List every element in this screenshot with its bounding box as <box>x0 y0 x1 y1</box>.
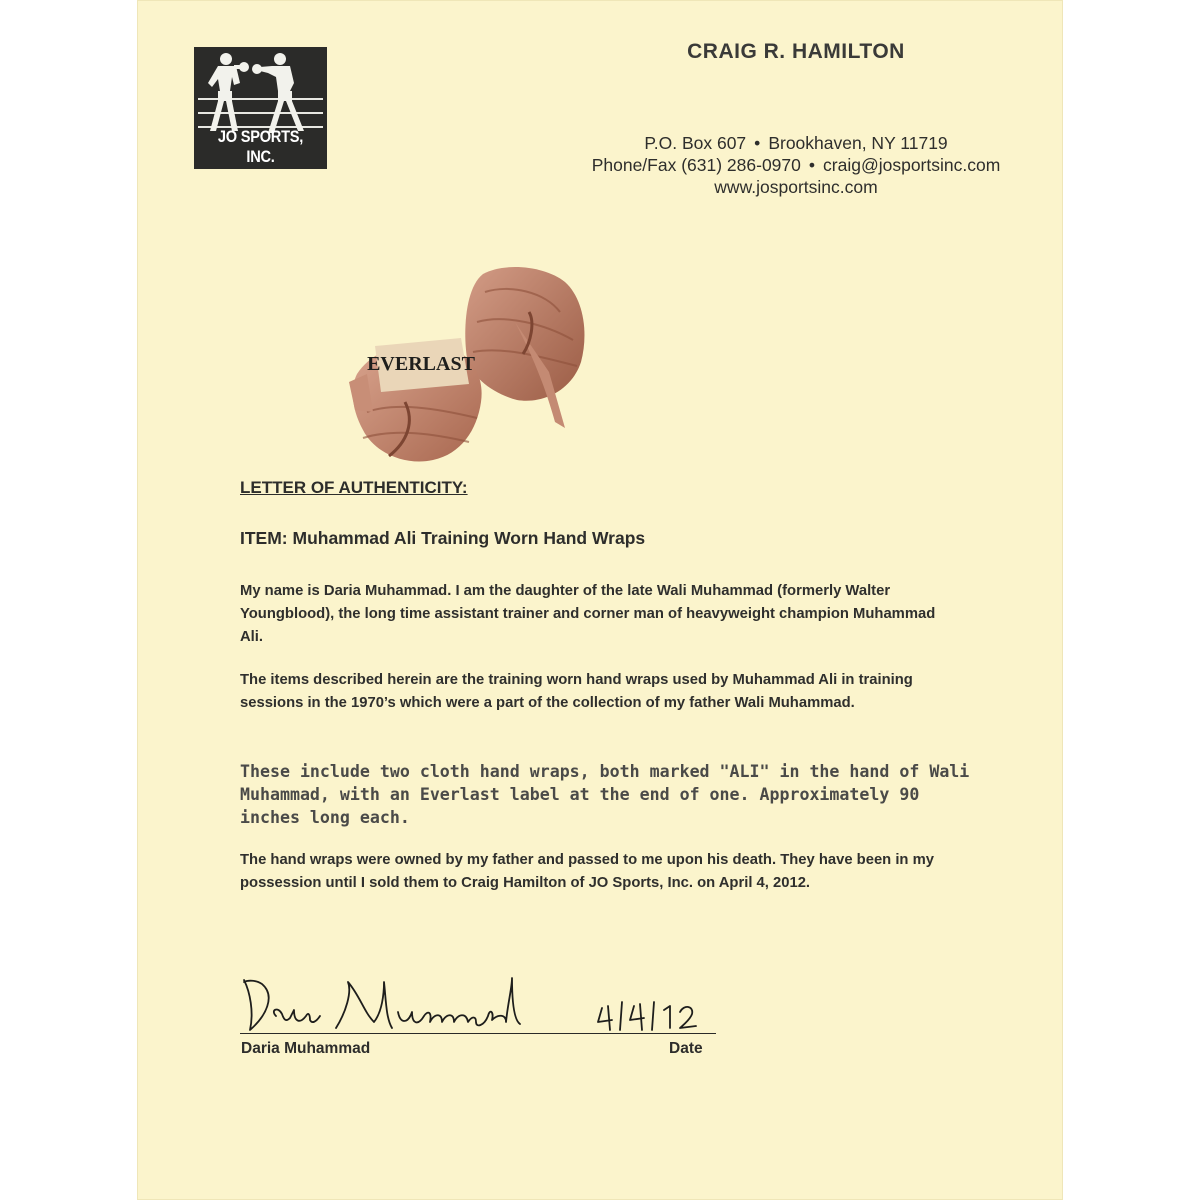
city-state-zip: Brookhaven, NY 11719 <box>768 133 948 153</box>
letter-title: LETTER OF AUTHENTICITY: <box>240 478 468 497</box>
company-logo <box>194 47 327 169</box>
hand-wrap-right <box>465 267 584 428</box>
handwritten-signature <box>236 972 716 1036</box>
separator-dot: • <box>808 155 816 175</box>
hand-wrap-left <box>349 338 482 462</box>
paragraph-ownership: The hand wraps were owned by my father and passed to me upon his death. They have been in my possession until I sold them to Craig Hamilton of JO Sports, Inc. on April 4, 2012. <box>240 852 934 891</box>
paragraph-introduction: My name is Daria Muhammad. I am the daughter of the late Wali Muhammad (formerly Walter Youngblood), the long time assistant trainer and corner man of heavyweight champion Muhammad Ali. <box>240 583 936 645</box>
letterhead-contact <box>546 155 1046 176</box>
item-description: ITEM: Muhammad Ali Training Worn Hand Wraps <box>240 528 646 548</box>
signature-name-label: Daria Muhammad <box>241 1040 371 1057</box>
email-link[interactable]: craig@josportsinc.com <box>823 155 1001 175</box>
separator-dot: • <box>754 133 761 153</box>
hand-wraps-photo <box>345 262 595 472</box>
company-logo-text: JO SPORTS, INC. <box>217 127 304 166</box>
everlast-label: EVERLAST <box>367 353 475 375</box>
signature-date <box>598 1002 696 1030</box>
phone-fax: Phone/Fax (631) 286-0970 <box>591 155 801 175</box>
signature-date-label: Date <box>669 1040 703 1057</box>
signature-line <box>240 1033 716 1034</box>
website-link[interactable]: www.josportsinc.com <box>714 177 878 197</box>
letterhead-address <box>546 133 1046 154</box>
po-box: P.O. Box 607 <box>644 133 747 153</box>
paragraph-item-details: These include two cloth hand wraps, both marked "ALI" in the hand of Wali Muhammad, with an Everlast label at the end of one. Approximately 90 inches long each. <box>240 762 970 827</box>
letterhead-name: CRAIG R. HAMILTON <box>687 40 905 63</box>
paragraph-provenance: The items described herein are the training worn hand wraps used by Muhammad Ali in training sessions in the 1970’s which were a part of the collection of my father Wali Muhammad. <box>240 672 913 711</box>
